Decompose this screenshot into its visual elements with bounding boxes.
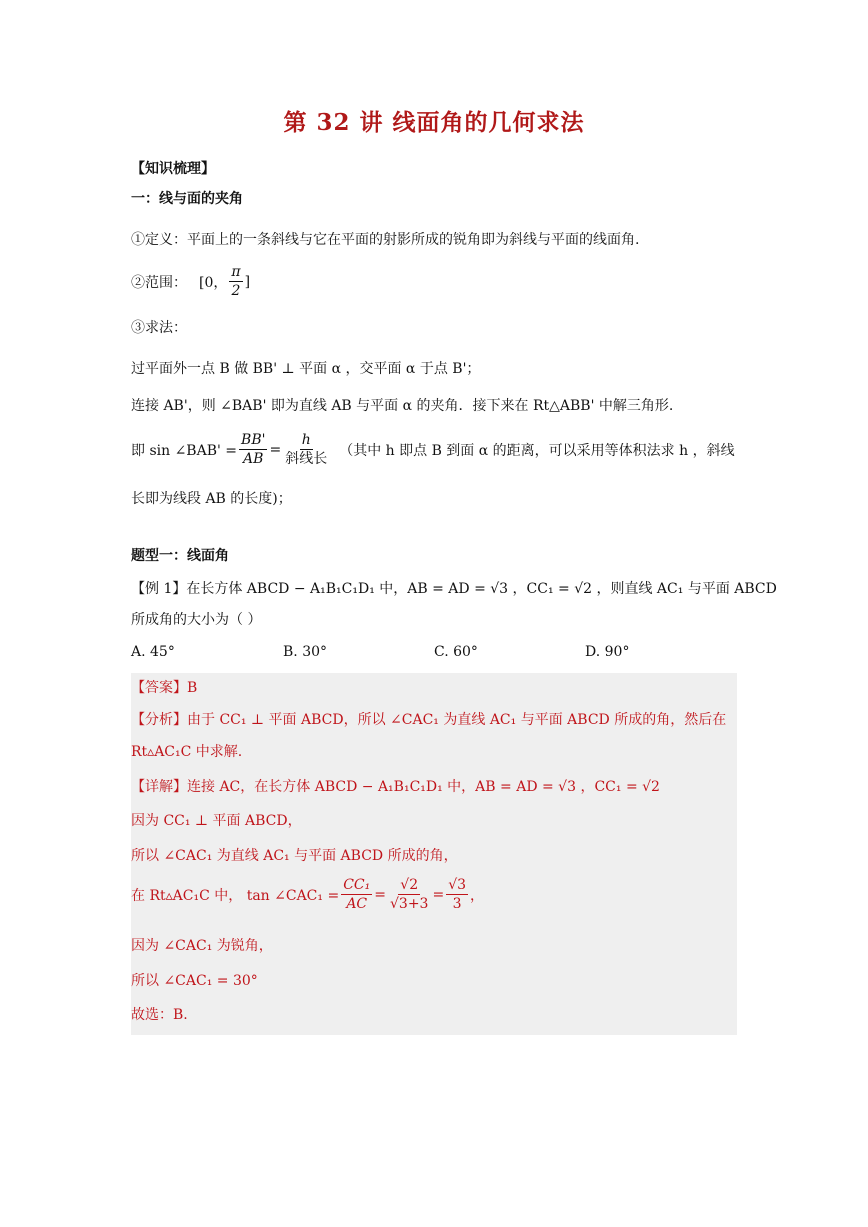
range-denominator: 2 [231,283,241,299]
detail-line-7: 故选：B. [131,1007,188,1023]
detail-line-2: 因为 CC₁ ⊥ 平面 ABCD， [131,813,302,829]
analysis-line-1: 【分析】由于 CC₁ ⊥ 平面 ABCD，所以 ∠CAC₁ 为直线 AC₁ 与平面 ABCD 所成的角，然后在 [131,712,727,728]
formula-fraction-2-den: 斜线长 [285,451,328,467]
range-left: [0， [199,274,228,291]
formula-prefix: 即 sin ∠BAB' = [131,442,238,459]
detail-tan-f1-num: CC₁ [343,877,371,893]
detail-tan-f3-num: √3 [448,877,467,893]
detail-tan-line: 在 Rt▵AC₁C 中， tan ∠CAC₁ = $\frac{\text{CC₁}}{AC}$ = $\frac{√2}{√3+3}$ = $\frac{√3}{3}$ ， [131,877,485,912]
option-b: B. 30° [283,644,328,660]
detail-tan-prefix: 在 Rt▵AC₁C 中， tan ∠CAC₁ = [131,887,340,904]
detail-line-3: 所以 ∠CAC₁ 为直线 AC₁ 与平面 ABCD 所成的角， [131,848,458,864]
range-right: ] [244,273,251,290]
method-line-1: 过平面外一点 B 做 BB' ⊥ 平面 α ，交平面 α 于点 B'； [131,361,481,377]
option-c: C. 60° [434,644,478,660]
definition-line: ①定义：平面上的一条斜线与它在平面的射影所成的锐角即为斜线与平面的线面角. [131,232,640,248]
formula-note: （其中 h 即点 B 到面 α 的距离，可以采用等体积法求 h ，斜线 [339,442,735,459]
formula-equals: = [269,441,282,458]
formula-line [131,432,735,467]
page-title: 第 32 讲 线面角的几何求法 [283,109,585,136]
detail-tan-fraction-3 [446,877,468,912]
part1-heading: 一：线与面的夹角 [131,191,243,207]
detail-tan-f3-den: 3 [452,896,462,912]
detail-line-1: 【详解】连接 AC，在长方体 ABCD − A₁B₁C₁D₁ 中，AB = AD = √3 ，CC₁ = √2 [131,779,660,795]
method-line-2: 连接 AB'，则 ∠BAB' 即为直线 AB 与平面 α 的夹角．接下来在 Rt△ABB' 中解三角形. [131,398,674,414]
detail-tan-fraction-1 [341,877,372,912]
range-label: ②范围： [131,274,187,291]
example-line-1: 【例 1】在长方体 ABCD − A₁B₁C₁D₁ 中，AB = AD = √3 ，CC₁ = √2 ，则直线 AC₁ 与平面 ABCD [131,581,777,597]
analysis-line-2: Rt▵AC₁C 中求解. [131,744,243,760]
formula-fraction-1-den: AB [243,451,264,467]
detail-line-6: 所以 ∠CAC₁ = 30° [131,973,258,989]
section-header: 【知识梳理】 [131,161,215,177]
range-line [131,264,250,299]
detail-tan-suffix: ， [470,887,485,904]
range-numerator: π [231,264,241,280]
answer-line: 【答案】B [131,680,198,696]
detail-tan-f2-num: √2 [400,877,419,893]
example-line-2: 所成角的大小为（ ） [131,612,262,628]
option-a: A. 45° [131,644,175,660]
detail-tan-fraction-2 [388,877,430,912]
formula-fraction-1-num: BB' [241,432,266,448]
formula-fraction-1 [239,432,267,467]
method-label: ③求法： [131,320,187,336]
option-d: D. 90° [585,644,630,660]
formula-fraction-2 [283,432,329,467]
formula-note-2: 长即为线段 AB 的长度)； [131,491,292,507]
detail-line-5: 因为 ∠CAC₁ 为锐角， [131,938,273,954]
detail-tan-f2-den: √3+3 [389,896,429,912]
formula-fraction-2-num: h [301,432,311,448]
detail-tan-f1-den: AC [346,896,368,912]
range-fraction [229,264,242,299]
type1-heading: 题型一：线面角 [131,548,229,564]
